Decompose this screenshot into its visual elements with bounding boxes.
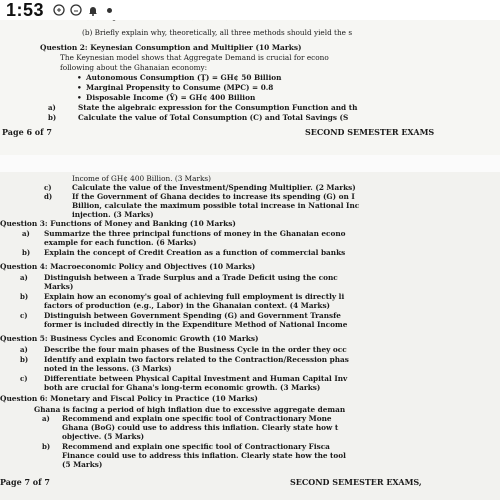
- page7-line: Distinguish between a Trade Surplus and a Trade Deficit using the conc: [44, 273, 338, 282]
- page7-line: Ghana (BoG) could use to address this inflation. Clearly state how t: [62, 423, 339, 432]
- page7-line: noted in the lessons. (3 Marks): [44, 364, 172, 373]
- page7-line: objective. (5 Marks): [62, 432, 145, 441]
- item-marker: a): [42, 414, 50, 423]
- page7-line: (5 Marks): [62, 460, 103, 469]
- item-marker: c): [44, 183, 52, 192]
- page7-line: Recommend and explain one specific tool of Contractionary Fisca: [62, 442, 330, 451]
- page-footer-right: SECOND SEMESTER EXAMS,: [290, 477, 422, 487]
- item-marker: c): [20, 374, 28, 383]
- page7-line: Finance could use to address this inflation. Clearly state how the tool: [62, 451, 346, 460]
- page7-line: both are crucial for Ghana's long-term economic growth. (3 Marks): [44, 383, 321, 392]
- status-bar: [0, 0, 500, 20]
- page-separator: [0, 155, 500, 172]
- item-marker: a): [48, 103, 56, 112]
- page-footer-right: SECOND SEMESTER EXAMS: [305, 127, 435, 137]
- page7-line: Income of GH¢ 400 Billion. (3 Marks): [72, 174, 211, 183]
- item-marker: a): [20, 273, 28, 282]
- document-page-6: [0, 10, 500, 155]
- page7-line: Distinguish between Government Spending (G) and Government Transfe: [44, 311, 341, 320]
- question-heading: Question 3: Functions of Money and Banking (10 Marks): [0, 219, 236, 228]
- page7-line: Differentiate between Physical Capital Investment and Human Capital Inv: [44, 374, 348, 383]
- bullet-item: • Autonomous Consumption (Ţ) = GH¢ 50 Billion: [86, 73, 281, 82]
- page6-line: The Keynesian model shows that Aggregate Demand is crucial for econo: [60, 53, 329, 62]
- page7-line: Explain the concept of Credit Creation as a function of commercial banks: [44, 248, 346, 257]
- question-heading: Question 4: Macroeconomic Policy and Objectives (10 Marks): [0, 262, 256, 271]
- item-marker: b): [48, 113, 57, 122]
- page6-line: State the algebraic expression for the Consumption Function and th: [78, 103, 358, 112]
- item-marker: c): [20, 311, 28, 320]
- page7-line: Summarize the three principal functions of money in the Ghanaian econo: [44, 229, 346, 238]
- question-heading: Question 2: Keynesian Consumption and Multiplier (10 Marks): [40, 43, 302, 52]
- item-marker: b): [42, 442, 51, 451]
- page7-line: Recommend and explain one specific tool of Contractionary Mone: [62, 414, 332, 423]
- item-marker: a): [20, 345, 28, 354]
- item-marker: b): [22, 248, 31, 257]
- page7-line: Identify and explain two factors related to the Contraction/Recession phas: [44, 355, 349, 364]
- notification-bell-icon: [86, 4, 99, 17]
- page-footer-left: Page 6 of 7: [2, 127, 52, 137]
- document-page-7: [0, 172, 500, 500]
- bullet-item: • Disposable Income (Ŷ) = GH¢ 400 Billion: [86, 93, 255, 102]
- page7-line: If the Government of Ghana decides to increase its spending (G) on I: [72, 192, 355, 201]
- page7-line: factors of production (e.g., Labor) in the Ghanaian context. (4 Marks): [44, 301, 331, 310]
- notification-dot-icon: [103, 4, 116, 17]
- page7-line: injection. (3 Marks): [72, 210, 154, 219]
- page7-line: Billion, calculate the maximum possible total increase in National Inc: [72, 201, 360, 210]
- item-marker: b): [20, 355, 29, 364]
- page7-line: Marks): [44, 282, 74, 291]
- notification-circle-icon: [52, 4, 65, 17]
- page6-line: (b) Briefly explain why, theoretically, all three methods should yield the s: [82, 28, 353, 37]
- notification-circle-icon: [69, 4, 82, 17]
- page7-line: former is included directly in the Expenditure Method of National Income: [44, 320, 348, 329]
- item-marker: b): [20, 292, 29, 301]
- page7-line: Ghana is facing a period of high inflation due to excessive aggregate deman: [34, 405, 346, 414]
- item-marker: d): [44, 192, 53, 201]
- bullet-item: • Marginal Propensity to Consume (MPC) = 0.8: [86, 83, 273, 92]
- page7-line: Describe the four main phases of the Business Cycle in the order they occ: [44, 345, 347, 354]
- question-heading: Question 5: Business Cycles and Economic Growth (10 Marks): [0, 334, 259, 343]
- status-time: 1:53: [6, 0, 45, 20]
- page7-line: example for each function. (6 Marks): [44, 238, 197, 247]
- page6-line: Calculate the value of Total Consumption (C) and Total Savings (S: [78, 113, 349, 122]
- page7-line: Calculate the value of the Investment/Spending Multiplier. (2 Marks): [72, 183, 356, 192]
- item-marker: a): [22, 229, 30, 238]
- page7-line: Explain how an economy's goal of achieving full employment is directly li: [44, 292, 345, 301]
- status-icons: [52, 4, 116, 17]
- page-footer-left: Page 7 of 7: [0, 477, 50, 487]
- question-heading: Question 6: Monetary and Fiscal Policy in Practice (10 Marks): [0, 394, 258, 403]
- page6-line: following about the Ghanaian economy:: [60, 63, 208, 72]
